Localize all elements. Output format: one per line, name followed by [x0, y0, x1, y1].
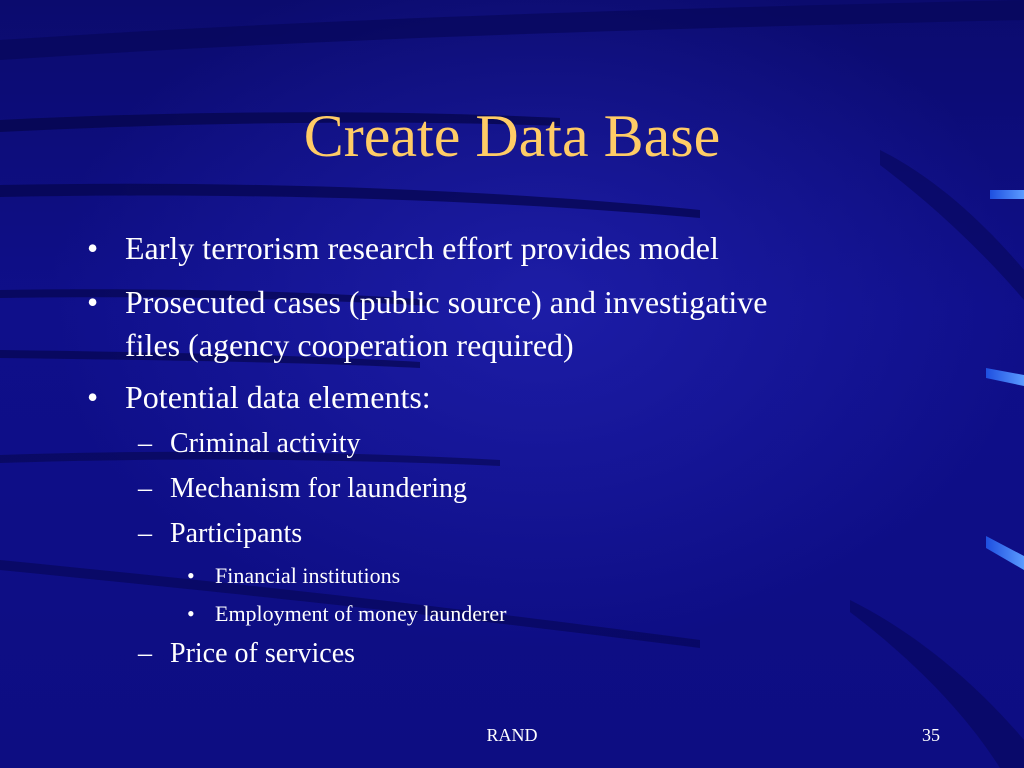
sub-sub-item [187, 600, 507, 628]
dash-icon: – [138, 638, 152, 669]
sub-item-text: Participants [170, 518, 303, 549]
bullet-text: Potential data elements: [125, 379, 431, 415]
sub-sub-item-text: Employment of money launderer [215, 601, 507, 626]
bullet-text: Early terrorism research effort provides model [125, 230, 719, 266]
sub-item [138, 472, 468, 506]
sub-item [138, 427, 361, 461]
sub-item [138, 637, 356, 671]
bullet-item [87, 375, 431, 419]
sub-item-text: Mechanism for laundering [170, 473, 468, 504]
sub-item [138, 517, 303, 551]
bullet-icon: • [87, 230, 99, 266]
dash-icon: – [138, 428, 152, 459]
bullet-text: Prosecuted cases (public source) and investigative [125, 284, 768, 320]
bullet-icon: • [87, 284, 99, 320]
bullet-item [87, 226, 719, 270]
dash-icon: – [138, 518, 152, 549]
dash-icon: – [138, 473, 152, 504]
footer-organization: RAND [486, 725, 538, 745]
sub-sub-item-text: Financial institutions [215, 563, 401, 588]
bullet-text: files (agency cooperation required) [125, 327, 574, 363]
bullet-icon: • [87, 379, 99, 415]
bullet-item [87, 280, 768, 324]
page-number: 35 [922, 725, 940, 745]
sub-sub-item [187, 562, 401, 590]
bullet-icon: • [187, 563, 195, 588]
sub-item-text: Criminal activity [170, 428, 361, 459]
slide-title: Create Data Base [303, 103, 721, 169]
bullet-icon: • [187, 601, 195, 626]
bullet-continuation [125, 323, 574, 367]
sub-item-text: Price of services [170, 638, 356, 669]
